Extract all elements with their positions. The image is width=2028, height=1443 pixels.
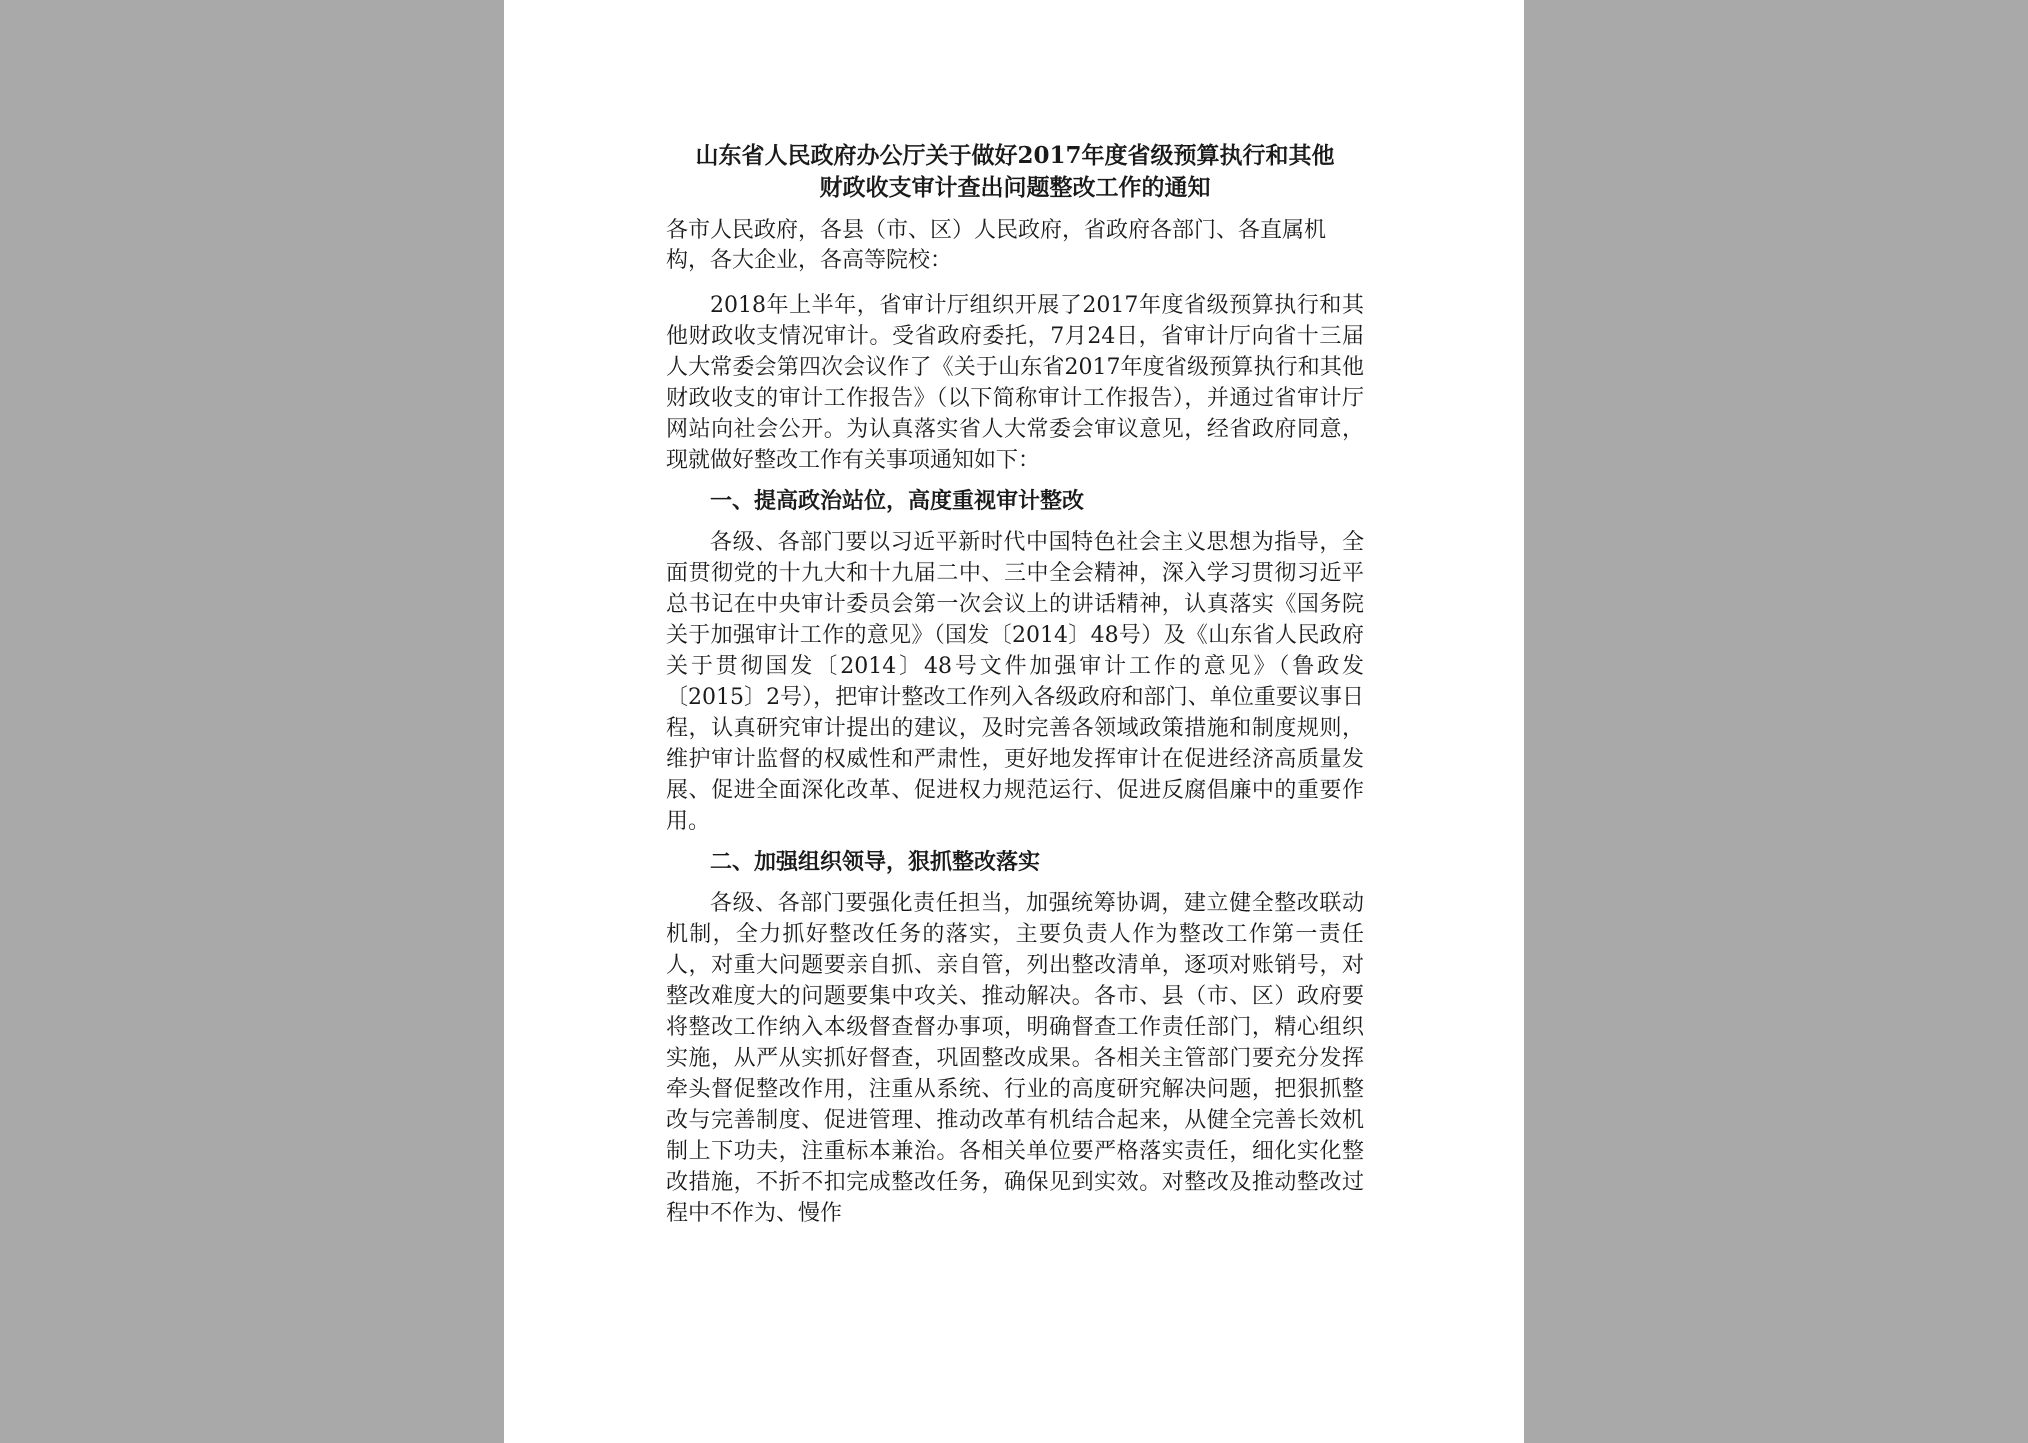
title-line-2: 财政收支审计查出问题整改工作的通知: [819, 174, 1211, 201]
paragraph-intro: 2018年上半年，省审计厅组织开展了2017年度省级预算执行和其他财政收支情况审计。受省政府委托，7月24日，省审计厅向省十三届人大常委会第四次会议作了《关于山东省2017年度省级预算执行和其他财政收支的审计工作报告》（以下简称审计工作报告），并通过省审计厅网站向社会公开。为认真落实省人大常委会审议意见，经省政府同意，现就做好整改工作有关事项通知如下：: [666, 293, 1364, 473]
paragraph-section-2: 各级、各部门要强化责任担当，加强统筹协调，建立健全整改联动机制，全力抓好整改任务的落实，主要负责人作为整改工作第一责任人，对重大问题要亲自抓、亲自管，列出整改清单，逐项对账销号，对整改难度大的问题要集中攻关、推动解决。各市、县（市、区）政府要将整改工作纳入本级督查督办事项，明确督查工作责任部门，精心组织实施，从严从实抓好督查，巩固整改成果。各相关主管部门要充分发挥牵头督促整改作用，注重从系统、行业的高度研究解决问题，把狠抓整改与完善制度、促进管理、推动改革有机结合起来，从健全完善长效机制上下功夫，注重标本兼治。各相关单位要严格落实责任，细化实化整改措施，不折不扣完成整改任务，确保见到实效。对整改及推动整改过程中不作为、慢作: [666, 891, 1364, 1226]
document-page: [504, 0, 1524, 1443]
section-heading-2: 二、加强组织领导，狠抓整改落实: [710, 849, 1041, 875]
paragraph-section-1: 各级、各部门要以习近平新时代中国特色社会主义思想为指导，全面贯彻党的十九大和十九届二中、三中全会精神，深入学习贯彻习近平总书记在中央审计委员会第一次会议上的讲话精神，认真落实《国务院关于加强审计工作的意见》（国发〔2014〕48号）及《山东省人民政府关于贯彻国发〔2014〕48号文件加强审计工作的意见》（鲁政发〔2015〕2号），把审计整改工作列入各级政府和部门、单位重要议事日程，认真研究审计提出的建议，及时完善各领域政策措施和制度规则，维护审计监督的权威性和严肃性，更好地发挥审计在促进经济高质量发展、促进全面深化改革、促进权力规范运行、促进反腐倡廉中的重要作用。: [666, 530, 1364, 834]
salutation: 各市人民政府，各县（市、区）人民政府，省政府各部门、各直属机构，各大企业，各高等院校：: [666, 218, 1327, 273]
section-heading-1: 一、提高政治站位，高度重视审计整改: [710, 488, 1085, 514]
title-line-1: 山东省人民政府办公厅关于做好2017年度省级预算执行和其他: [695, 142, 1335, 169]
page-content: [666, 140, 1364, 1239]
document-title: [666, 140, 1364, 204]
